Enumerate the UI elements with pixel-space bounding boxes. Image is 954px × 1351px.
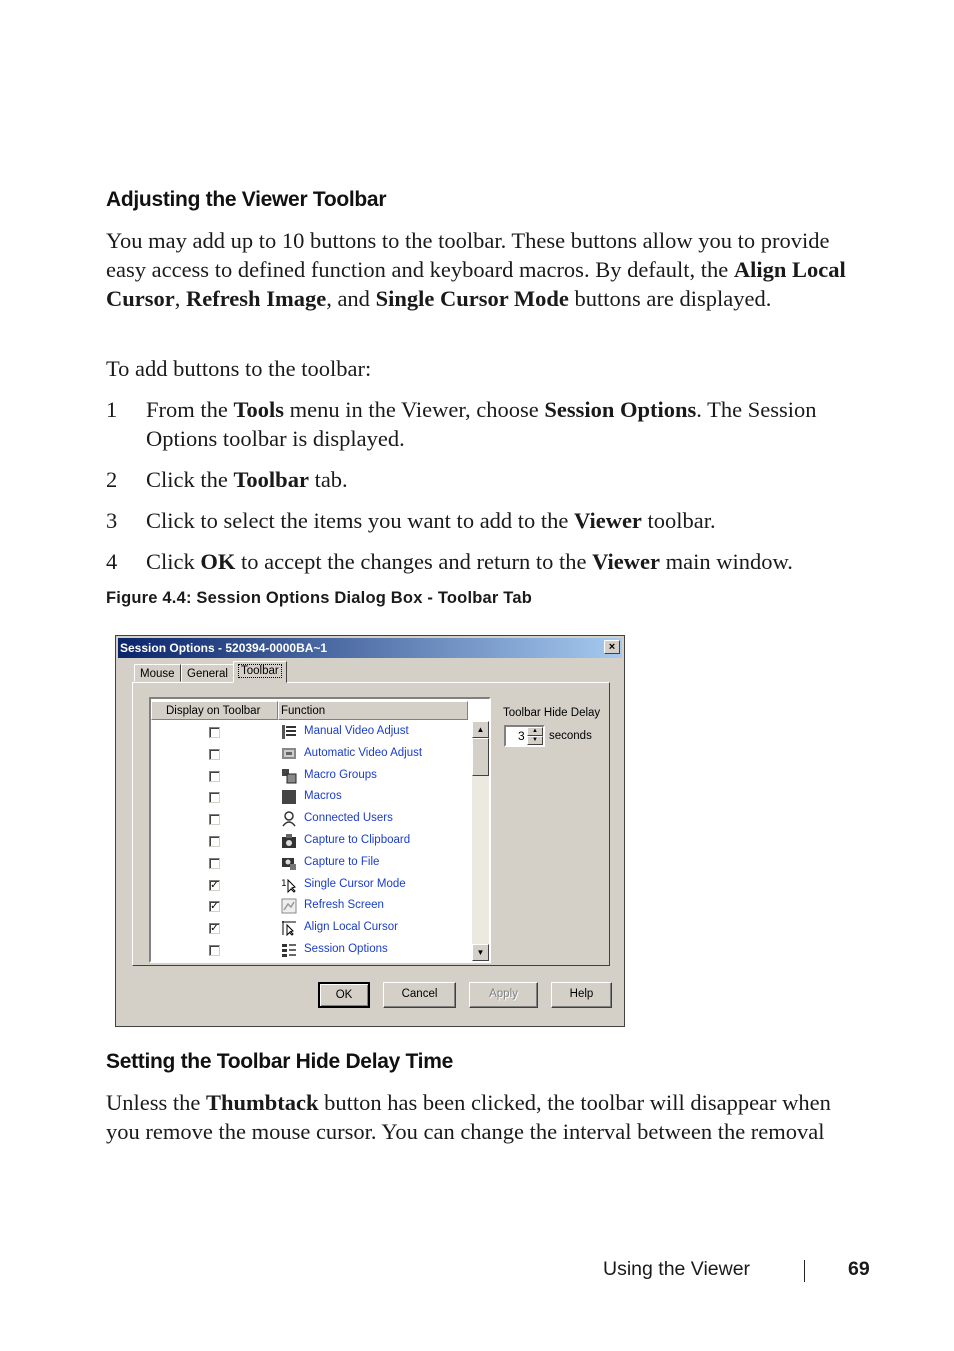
step-4-text-2: to accept the changes and return to the <box>235 549 593 574</box>
step-number: 1 <box>106 397 118 422</box>
step-text <box>146 547 866 576</box>
step-4-bold-viewer: Viewer <box>592 549 660 574</box>
spinner-down-icon[interactable]: ▼ <box>527 736 543 745</box>
cancel-button[interactable]: Cancel <box>383 982 456 1008</box>
step-3-text-2: toolbar. <box>641 508 716 533</box>
table-row[interactable] <box>151 876 469 898</box>
function-label[interactable]: Refresh Screen <box>304 899 384 912</box>
step-text <box>146 465 866 494</box>
display-on-toolbar-checkbox[interactable]: ✓ <box>210 923 219 935</box>
display-on-toolbar-checkbox[interactable] <box>209 814 220 825</box>
capture-clipboard-icon <box>281 833 297 849</box>
automatic-video-adjust-icon <box>281 746 297 762</box>
function-label[interactable]: Single Cursor Mode <box>304 877 406 890</box>
step-3-bold-viewer: Viewer <box>574 508 642 533</box>
step-1-text-2: menu in the Viewer, choose <box>283 397 545 422</box>
hide-delay-paragraph <box>106 1088 866 1146</box>
display-on-toolbar-checkbox[interactable] <box>209 749 220 760</box>
dialog-title: Session Options - 520394-0000BA~1 <box>120 641 328 655</box>
step-2-bold-toolbar: Toolbar <box>233 467 309 492</box>
intro-text-3: , and <box>326 286 376 311</box>
step-4-text-3: main window. <box>660 549 793 574</box>
table-row[interactable] <box>151 919 469 941</box>
step-4-text-1: Click <box>146 549 201 574</box>
ok-button[interactable]: OK <box>318 982 370 1008</box>
intro-bold-single-cursor-mode: Single Cursor Mode <box>375 286 569 311</box>
add-buttons-lead: To add buttons to the toolbar: <box>106 356 372 381</box>
dialog-title-bar <box>118 638 622 658</box>
step-1-text-1: From the <box>146 397 234 422</box>
intro-paragraph <box>106 226 866 313</box>
help-button[interactable]: Help <box>551 982 612 1008</box>
function-label[interactable]: Capture to File <box>304 855 380 868</box>
scroll-thumb[interactable] <box>472 738 489 776</box>
step-text <box>146 506 866 535</box>
table-row[interactable] <box>151 810 469 832</box>
intro-bold-align-local-cursor: Align Local Cursor <box>106 257 846 311</box>
function-label[interactable]: Automatic Video Adjust <box>304 746 423 759</box>
svg-text:1: 1 <box>281 878 287 889</box>
tab-label: General <box>187 668 228 680</box>
step-number: 4 <box>106 549 118 574</box>
hide-delay-bold-thumbtack: Thumbtack <box>206 1090 319 1115</box>
table-row[interactable] <box>151 788 469 810</box>
step-2-text-1: Click the <box>146 467 234 492</box>
tab-mouse[interactable] <box>134 664 181 682</box>
table-row[interactable] <box>151 723 469 745</box>
step-number: 2 <box>106 467 118 492</box>
table-row[interactable] <box>151 854 469 876</box>
spinner-up-icon[interactable]: ▲ <box>527 727 543 736</box>
tab-label: Toolbar <box>241 665 279 677</box>
tab-label: Mouse <box>140 668 175 680</box>
hide-delay-label: Toolbar Hide Delay <box>503 707 601 719</box>
step-1-text-3: . The Session Options toolbar is displayed. <box>146 397 817 451</box>
align-local-cursor-icon <box>281 920 297 936</box>
hide-delay-value[interactable]: 3 <box>518 729 525 743</box>
function-label[interactable]: Connected Users <box>304 812 393 825</box>
macro-groups-icon <box>281 768 297 784</box>
display-on-toolbar-checkbox[interactable] <box>209 945 220 956</box>
capture-file-icon <box>281 855 297 871</box>
display-on-toolbar-checkbox[interactable] <box>209 792 220 803</box>
tab-general[interactable] <box>181 664 234 682</box>
session-options-dialog <box>115 635 625 1027</box>
footer-chapter-label: Using the Viewer <box>603 1258 751 1280</box>
column-header-display[interactable]: Display on Toolbar <box>151 701 278 720</box>
page-number: 69 <box>848 1258 870 1280</box>
toolbar-tab-panel <box>132 682 610 966</box>
single-cursor-mode-icon <box>281 877 297 893</box>
display-on-toolbar-checkbox[interactable]: ✓ <box>210 901 219 913</box>
manual-video-adjust-icon <box>281 724 297 740</box>
footer-divider <box>804 1260 805 1282</box>
hide-delay-text-1: Unless the <box>106 1090 206 1115</box>
display-on-toolbar-checkbox[interactable]: ✓ <box>210 879 219 891</box>
macros-icon <box>281 789 297 805</box>
step-4-bold-ok: OK <box>200 549 236 574</box>
step-1-bold-session-options: Session Options <box>544 397 697 422</box>
section-heading-adjusting-toolbar: Adjusting the Viewer Toolbar <box>106 188 387 211</box>
session-options-icon <box>281 942 297 958</box>
section-heading-hide-delay: Setting the Toolbar Hide Delay Time <box>106 1050 453 1073</box>
display-on-toolbar-checkbox[interactable] <box>209 858 220 869</box>
scroll-down-icon[interactable]: ▼ <box>472 944 489 961</box>
step-number: 3 <box>106 508 118 533</box>
figure-caption: Figure 4.4: Session Options Dialog Box - Toolbar Tab <box>106 589 532 607</box>
scroll-up-icon[interactable]: ▲ <box>472 721 489 738</box>
display-on-toolbar-checkbox[interactable] <box>209 727 220 738</box>
display-on-toolbar-checkbox[interactable] <box>209 771 220 782</box>
table-row[interactable] <box>151 767 469 789</box>
intro-text-2: , <box>174 286 186 311</box>
step-3-text-1: Click to select the items you want to add to the <box>146 508 575 533</box>
step-1-bold-tools: Tools <box>233 397 284 422</box>
hide-delay-text-2: button has been clicked, the toolbar will disappear when you remove the mouse cursor. You can change the interval between the removal <box>106 1090 831 1144</box>
list-scrollbar[interactable] <box>472 721 489 961</box>
refresh-screen-icon <box>281 898 297 914</box>
function-label[interactable]: Macro Groups <box>304 768 377 781</box>
step-2-text-2: tab. <box>308 467 348 492</box>
intro-bold-refresh-image: Refresh Image <box>186 286 327 311</box>
table-row[interactable] <box>151 745 469 767</box>
table-row[interactable] <box>151 832 469 854</box>
intro-text-1: You may add up to 10 buttons to the toolbar. These buttons allow you to provide easy access to defined function and keyboard macros. By default, the <box>106 228 830 282</box>
hide-delay-spinner[interactable] <box>504 725 545 747</box>
toolbar-function-list[interactable] <box>149 697 491 963</box>
table-row[interactable] <box>151 897 469 919</box>
close-icon[interactable]: × <box>604 640 620 654</box>
connected-users-icon <box>281 811 297 827</box>
column-header-function[interactable]: Function <box>278 701 468 720</box>
function-label[interactable]: Align Local Cursor <box>304 921 398 934</box>
intro-text-4: buttons are displayed. <box>568 286 772 311</box>
table-row[interactable] <box>151 941 469 963</box>
apply-button[interactable]: Apply <box>469 982 538 1008</box>
hide-delay-unit: seconds <box>549 730 592 742</box>
function-label[interactable]: Capture to Clipboard <box>304 834 411 846</box>
display-on-toolbar-checkbox[interactable] <box>209 836 220 847</box>
function-label[interactable]: Manual Video Adjust <box>304 725 409 737</box>
function-label[interactable]: Macros <box>304 790 342 803</box>
function-label[interactable]: Session Options <box>304 943 388 955</box>
tab-toolbar[interactable] <box>233 661 287 683</box>
step-text <box>146 395 866 453</box>
